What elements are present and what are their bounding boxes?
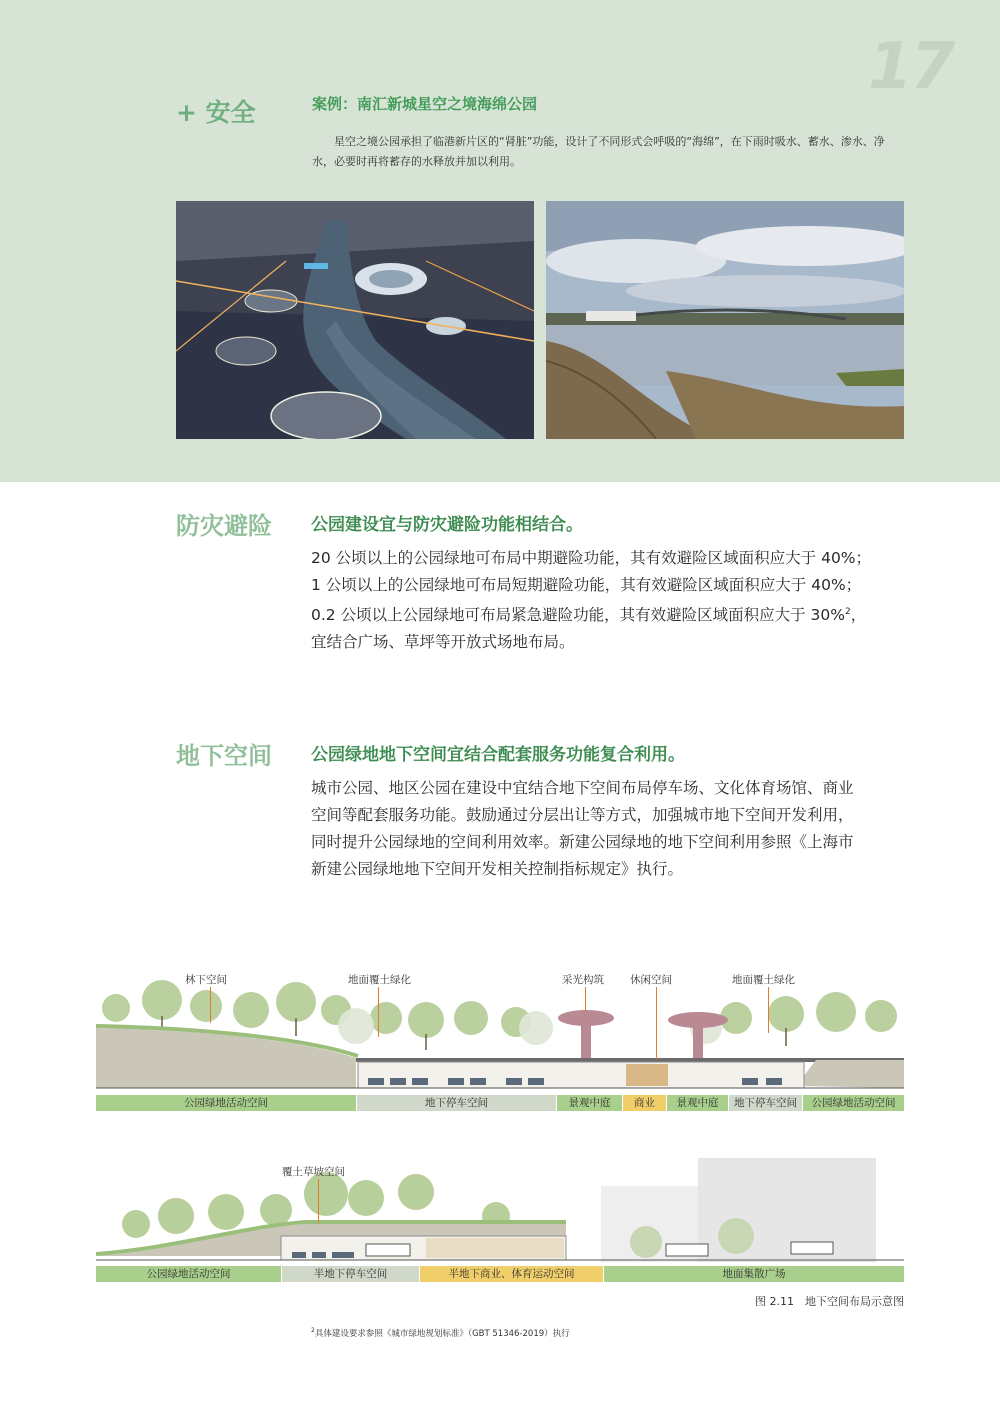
section-diagram-2	[96, 1156, 904, 1266]
callout-line	[768, 987, 769, 1033]
underground-line-3: 同时提升公园绿地的空间利用效率。新建公园绿地的地下空间利用参照《上海市	[311, 833, 854, 851]
label-courtyard-2: 景观中庭	[667, 1095, 729, 1111]
label-semi-underground-commercial: 半地下商业、体育运动空间	[420, 1266, 604, 1282]
callout-green-roof-2: 地面覆土绿化	[732, 974, 795, 986]
label-semi-underground-parking: 半地下停车空间	[282, 1266, 420, 1282]
callout-skylight: 采光构筑	[562, 974, 604, 986]
callout-understory: 林下空间	[185, 974, 227, 986]
disaster-heading: 防灾避险	[176, 512, 272, 540]
callout-line	[378, 987, 379, 1037]
disaster-body	[311, 545, 906, 656]
footnote-mark: 2	[311, 1327, 315, 1335]
case-description: 星空之境公园承担了临港新片区的“肾脏”功能，设计了不同形式会呼吸的“海绵”，在下雨时吸水、蓄水、渗水、净水，必要时再将蓄存的水释放并加以利用。	[312, 135, 885, 168]
label-courtyard: 景观中庭	[557, 1095, 623, 1111]
label-park-activity-2: 公园绿地活动空间	[803, 1095, 904, 1111]
footnote-reference: 2	[844, 607, 851, 617]
figure-caption: 图 2.11 地下空间布局示意图	[755, 1295, 904, 1308]
underground-subtitle: 公园绿地地下空间宜结合配套服务功能复合利用。	[311, 745, 685, 765]
disaster-subtitle: 公园建设宜与防灾避险功能相结合。	[311, 515, 583, 535]
disaster-line-3: 0.2 公顷以上公园绿地可布局紧急避险功能，其有效避险区域面积应大于 30%$^2$，	[311, 606, 867, 625]
underground-line-1: 城市公园、地区公园在建设中宜结合地下空间布局停车场、文化体育场馆、商业	[311, 779, 854, 797]
disaster-line-1: 20 公顷以上的公园绿地可布局中期避险功能，其有效避险区域面积应大于 40%；	[311, 549, 872, 567]
label-commercial: 商业	[623, 1095, 667, 1111]
underground-body	[311, 775, 906, 883]
callout-line	[210, 987, 211, 1023]
disaster-line-2: 1 公顷以上的公园绿地可布局短期避险功能，其有效避险区域面积应大于 40%；	[311, 576, 862, 594]
underground-heading: 地下空间	[176, 742, 272, 770]
callout-leisure: 休闲空间	[630, 974, 672, 986]
case-title: 案例：南汇新城星空之境海绵公园	[312, 95, 538, 113]
label-ground-plaza: 地面集散广场	[604, 1266, 904, 1282]
diagram-2-label-bar	[96, 1266, 904, 1282]
page-number: 17	[868, 30, 954, 104]
callout-green-roof: 地面覆土绿化	[348, 974, 411, 986]
aerial-night-photo	[176, 201, 534, 439]
disaster-line-4: 宜结合广场、草坪等开放式场地布局。	[311, 633, 575, 652]
safety-heading: + 安全	[176, 98, 256, 127]
label-park-activity-3: 公园绿地活动空间	[96, 1266, 282, 1282]
underground-line-4: 新建公园绿地地下空间开发相关控制指标规定》执行。	[311, 860, 684, 878]
footnote-text: 具体建设要求参照《城市绿地规划标准》（GBT 51346-2019）执行	[314, 1329, 570, 1339]
label-underground-parking-2: 地下停车空间	[729, 1095, 803, 1111]
underground-line-2: 空间等配套服务功能。鼓励通过分层出让等方式，加强城市地下空间开发利用，	[311, 806, 854, 824]
label-underground-parking: 地下停车空间	[357, 1095, 557, 1111]
callout-line	[656, 987, 657, 1059]
footnote	[311, 1327, 570, 1339]
label-park-activity: 公园绿地活动空间	[96, 1095, 357, 1111]
lake-bridge-photo	[546, 201, 904, 439]
callout-lawn-slope: 覆土草坡空间	[282, 1166, 345, 1178]
diagram-1-label-bar	[96, 1095, 904, 1111]
callout-line	[318, 1179, 319, 1223]
callout-line	[585, 987, 586, 1011]
